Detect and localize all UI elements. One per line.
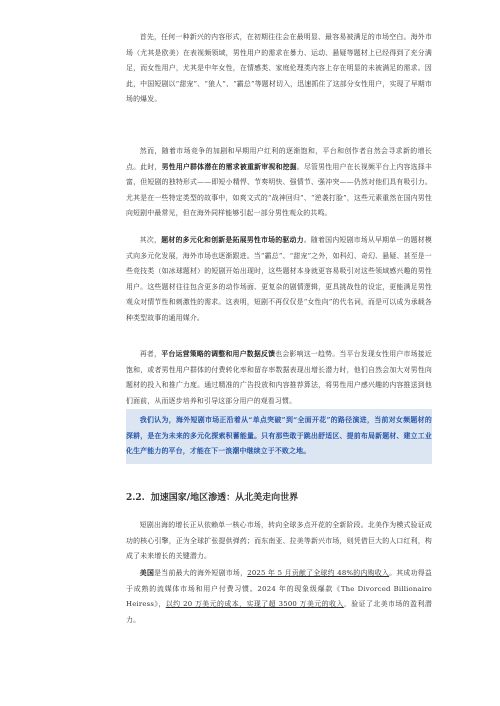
highlight-callout [126, 409, 432, 464]
paragraph-male-demand [126, 144, 432, 222]
paragraph-text: 然而，随着市场竞争的加剧和早期用户红利的逐渐饱和，平台和创作者自然会寻求新的增长点。此时， [126, 147, 432, 171]
paragraph-text: 短剧出海的增长正从依赖单一核心市场，转向全球多点开花的全新阶段。北美作为模式验证成功的核心引擎，正为全球扩张提供弹药；而东南亚、拉美等新兴市场，则凭借巨大的人口红利，构成了未来增长的关键潜力。 [126, 521, 432, 560]
paragraph-platform-strategy [126, 347, 432, 409]
underlined-phrase: 2025 年 5 月贡献了全球约 48%的内购收入 [247, 569, 390, 577]
paragraph-global-expansion [126, 518, 432, 565]
section-heading [126, 490, 432, 503]
underlined-phrase: 以约 20 万美元的成本，实现了超 3500 万美元的收入 [165, 600, 344, 608]
paragraph-text: 。其成功得益于成熟的流媒体市场和用户付费习惯。2024 年的现象级爆款《The Divorced Billionaire Heiress》， [126, 569, 432, 608]
section-title: 加速国家/地区渗透：从北美走向世界 [150, 493, 299, 503]
paragraph-text: 再者， [139, 350, 162, 358]
paragraph-text: 也会影响这一趋势。当平台发现女性用户市场接近饱和，或者男性用户群体的付费转化率和留存率数据表现出增长潜力时，他们自然会加大对男性向题材的投入和推广力度。通过精准的广告投放和内容推荐算法，将男性用户感兴趣的内容推送到他们面前，从而逐步培养和引导这部分用户的观看习惯。 [126, 350, 432, 405]
paragraph-text: ，验证了北美市场的盈利潜力。 [126, 600, 432, 624]
paragraph-text: 是当前最大的海外短剧市场， [154, 569, 248, 577]
bold-phrase: 题材的多元化和创新是拓展男性市场的驱动力 [161, 236, 304, 244]
paragraph-text: 首先，任何一种新兴的内容形式，在初期往往会在最明显、最容易被满足的市场空白。海外市场（尤其是欧美）在表视频领域，男性用户的需求在暴力、运动、悬疑等题材上已经得到了充分满足，而女性用户，尤其是中年女性，在情感类、家庭伦理类内容上存在明显的未被满足的需求。因此，中国短剧以“甜宠”、“狼人”、“霸总”等题材切入，迅速抓住了这部分女性用户，实现了早期市场的爆发。 [126, 33, 432, 103]
paragraph-genre-diversity [126, 233, 432, 326]
paragraph-text: 。随着国内短剧市场从早期单一的题材模式向多元化发展，海外市场也逐渐跟进。当“霸总”、“甜宠”之外，如科幻、奇幻、悬疑、甚至是一些竞技类（如冰球题材）的短剧开始出现时，这些题材本身就更容易吸引对这些领域感兴趣的男性用户。这些题材往往包含更多的动作场面、更复杂的剧情逻辑，更具挑战性的设定，更能满足男性观众对情节性和刺激性的需求。这表明，短剧不再仅仅是“女性向”的代名词，而是可以成为承载各种类型故事的通用媒介。 [126, 236, 432, 322]
paragraph-female-market [126, 30, 432, 108]
paragraph-text: 其次， [139, 236, 162, 244]
section-number: 2.2. [126, 493, 145, 503]
callout-text: 我们认为，海外短剧市场正沿着从“单点突破”到“全面开花”的路径演进，当前对女频题材的深耕，是在为未来的多元化探索积蓄能量。只有那些敢于跳出舒适区、提前布局新题材、建立工业化生产能力的平台，才能在下一浪潮中继续立于不败之地。 [126, 416, 432, 455]
paragraph-us-market [126, 566, 432, 628]
bold-phrase: 美国 [139, 569, 155, 577]
bold-phrase: 平台运营策略的调整和用户数据反馈 [161, 350, 276, 358]
paragraph-text: 。尽管男性用户在长视频平台上内容选择丰富，但短剧的独特形式——即短小精悍、节奏明快、强情节、强冲突——仍然对他们具有吸引力。尤其是在一些特定类型的故事中，如爽文式的“战神回归”、“逆袭打脸”，这些元素重然在国内男性向短剧中最常见，但在海外同样能够引起一部分男性观众的共鸣。 [126, 162, 432, 217]
bold-phrase: 男性用户群体潜在的需求被重新审视和挖掘 [161, 162, 297, 171]
